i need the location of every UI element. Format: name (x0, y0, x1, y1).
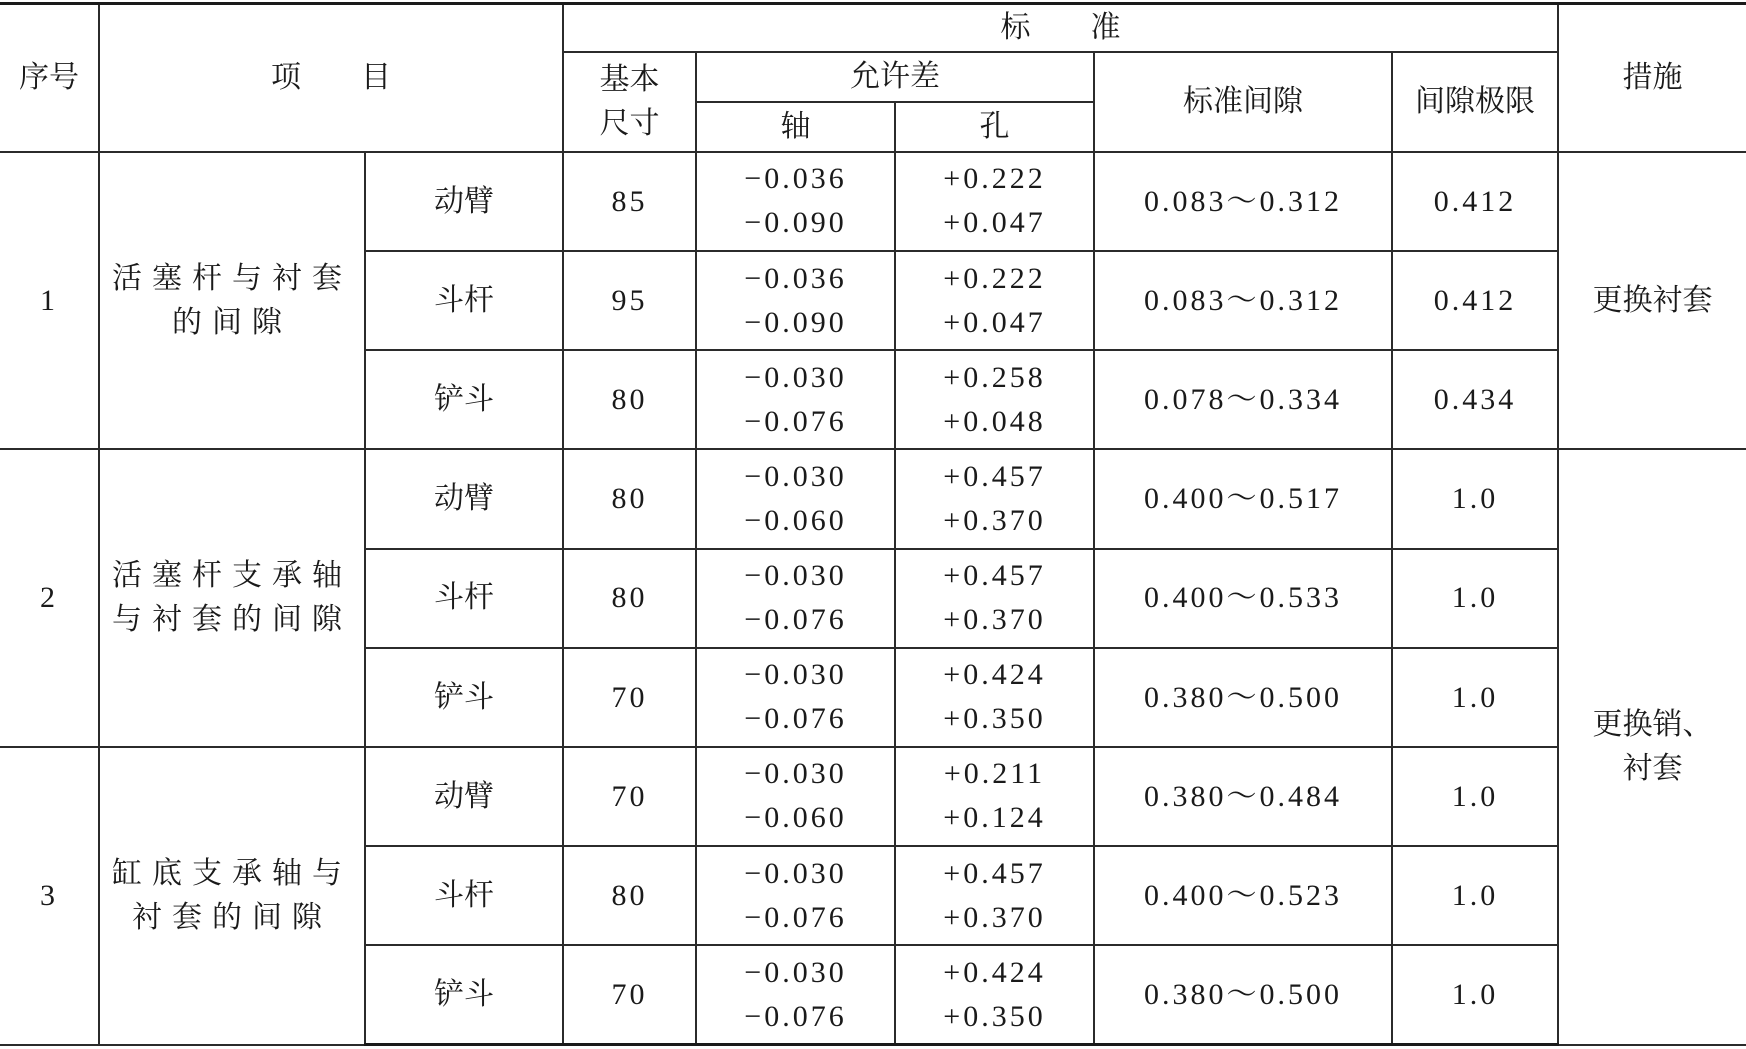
hole-tolerance: +0.457 +0.370 (895, 846, 1094, 945)
shaft-tolerance: −0.030 −0.076 (696, 648, 895, 747)
part-name: 铲斗 (365, 648, 563, 747)
table-row (0, 152, 1746, 251)
header-basic-size: 基本 尺寸 (563, 52, 696, 152)
clearance-limit: 1.0 (1392, 846, 1558, 945)
standard-clearance: 0.380～0.484 (1094, 747, 1392, 846)
basic-size: 80 (563, 549, 696, 648)
basic-size: 70 (563, 747, 696, 846)
clearance-standard-table-page (0, 2, 1746, 1046)
table-row (0, 449, 1746, 548)
clearance-limit: 1.0 (1392, 449, 1558, 548)
part-name: 动臂 (365, 152, 563, 251)
clearance-limit: 0.434 (1392, 350, 1558, 449)
basic-size: 95 (563, 251, 696, 350)
clearance-limit: 1.0 (1392, 648, 1558, 747)
clearance-limit: 1.0 (1392, 945, 1558, 1044)
part-name: 动臂 (365, 449, 563, 548)
part-name: 斗杆 (365, 846, 563, 945)
basic-size: 85 (563, 152, 696, 251)
measure-replace-pin-bushing: 更换销、 衬套 (1558, 449, 1746, 1044)
basic-size: 80 (563, 350, 696, 449)
shaft-tolerance: −0.036 −0.090 (696, 251, 895, 350)
hole-tolerance: +0.424 +0.350 (895, 945, 1094, 1044)
basic-size: 70 (563, 648, 696, 747)
shaft-tolerance: −0.030 −0.076 (696, 846, 895, 945)
header-row-1 (0, 4, 1746, 52)
header-hole: 孔 (895, 102, 1094, 152)
hole-tolerance: +0.457 +0.370 (895, 449, 1094, 548)
clearance-limit: 0.412 (1392, 152, 1558, 251)
part-name: 斗杆 (365, 251, 563, 350)
shaft-tolerance: −0.036 −0.090 (696, 152, 895, 251)
part-name: 铲斗 (365, 945, 563, 1044)
clearance-limit: 1.0 (1392, 747, 1558, 846)
header-shaft: 轴 (696, 102, 895, 152)
standard-clearance: 0.380～0.500 (1094, 648, 1392, 747)
header-standard: 标 准 (563, 4, 1558, 52)
standard-clearance: 0.400～0.523 (1094, 846, 1392, 945)
hole-tolerance: +0.457 +0.370 (895, 549, 1094, 648)
group-item-name: 缸底支承轴与衬套的间隙 (99, 747, 365, 1045)
hole-tolerance: +0.258 +0.048 (895, 350, 1094, 449)
group-item-name: 活塞杆与衬套的间隙 (99, 152, 365, 450)
header-item: 项 目 (99, 4, 563, 152)
shaft-tolerance: −0.030 −0.060 (696, 449, 895, 548)
shaft-tolerance: −0.030 −0.076 (696, 549, 895, 648)
header-measure: 措施 (1558, 4, 1746, 152)
shaft-tolerance: −0.030 −0.060 (696, 747, 895, 846)
shaft-tolerance: −0.030 −0.076 (696, 350, 895, 449)
group-seq: 3 (0, 747, 99, 1045)
measure-replace-bushing: 更换衬套 (1558, 152, 1746, 450)
clearance-limit: 1.0 (1392, 549, 1558, 648)
part-name: 动臂 (365, 747, 563, 846)
hole-tolerance: +0.222 +0.047 (895, 251, 1094, 350)
standard-clearance: 0.400～0.533 (1094, 549, 1392, 648)
part-name: 斗杆 (365, 549, 563, 648)
header-std-clearance: 标准间隙 (1094, 52, 1392, 152)
group-seq: 2 (0, 449, 99, 747)
standard-clearance: 0.380～0.500 (1094, 945, 1392, 1044)
clearance-limit: 0.412 (1392, 251, 1558, 350)
table-row (0, 747, 1746, 846)
part-name: 铲斗 (365, 350, 563, 449)
standard-clearance: 0.400～0.517 (1094, 449, 1392, 548)
header-clearance-limit: 间隙极限 (1392, 52, 1558, 152)
hole-tolerance: +0.222 +0.047 (895, 152, 1094, 251)
header-tolerance: 允许差 (696, 52, 1094, 102)
hole-tolerance: +0.211 +0.124 (895, 747, 1094, 846)
group-item-name: 活塞杆支承轴与衬套的间隙 (99, 449, 365, 747)
standard-clearance: 0.083～0.312 (1094, 152, 1392, 251)
hole-tolerance: +0.424 +0.350 (895, 648, 1094, 747)
basic-size: 80 (563, 846, 696, 945)
header-seq: 序号 (0, 4, 99, 152)
standard-clearance: 0.083～0.312 (1094, 251, 1392, 350)
standard-clearance: 0.078～0.334 (1094, 350, 1392, 449)
shaft-tolerance: −0.030 −0.076 (696, 945, 895, 1044)
clearance-standard-table (0, 2, 1746, 1046)
basic-size: 80 (563, 449, 696, 548)
basic-size: 70 (563, 945, 696, 1044)
group-seq: 1 (0, 152, 99, 450)
